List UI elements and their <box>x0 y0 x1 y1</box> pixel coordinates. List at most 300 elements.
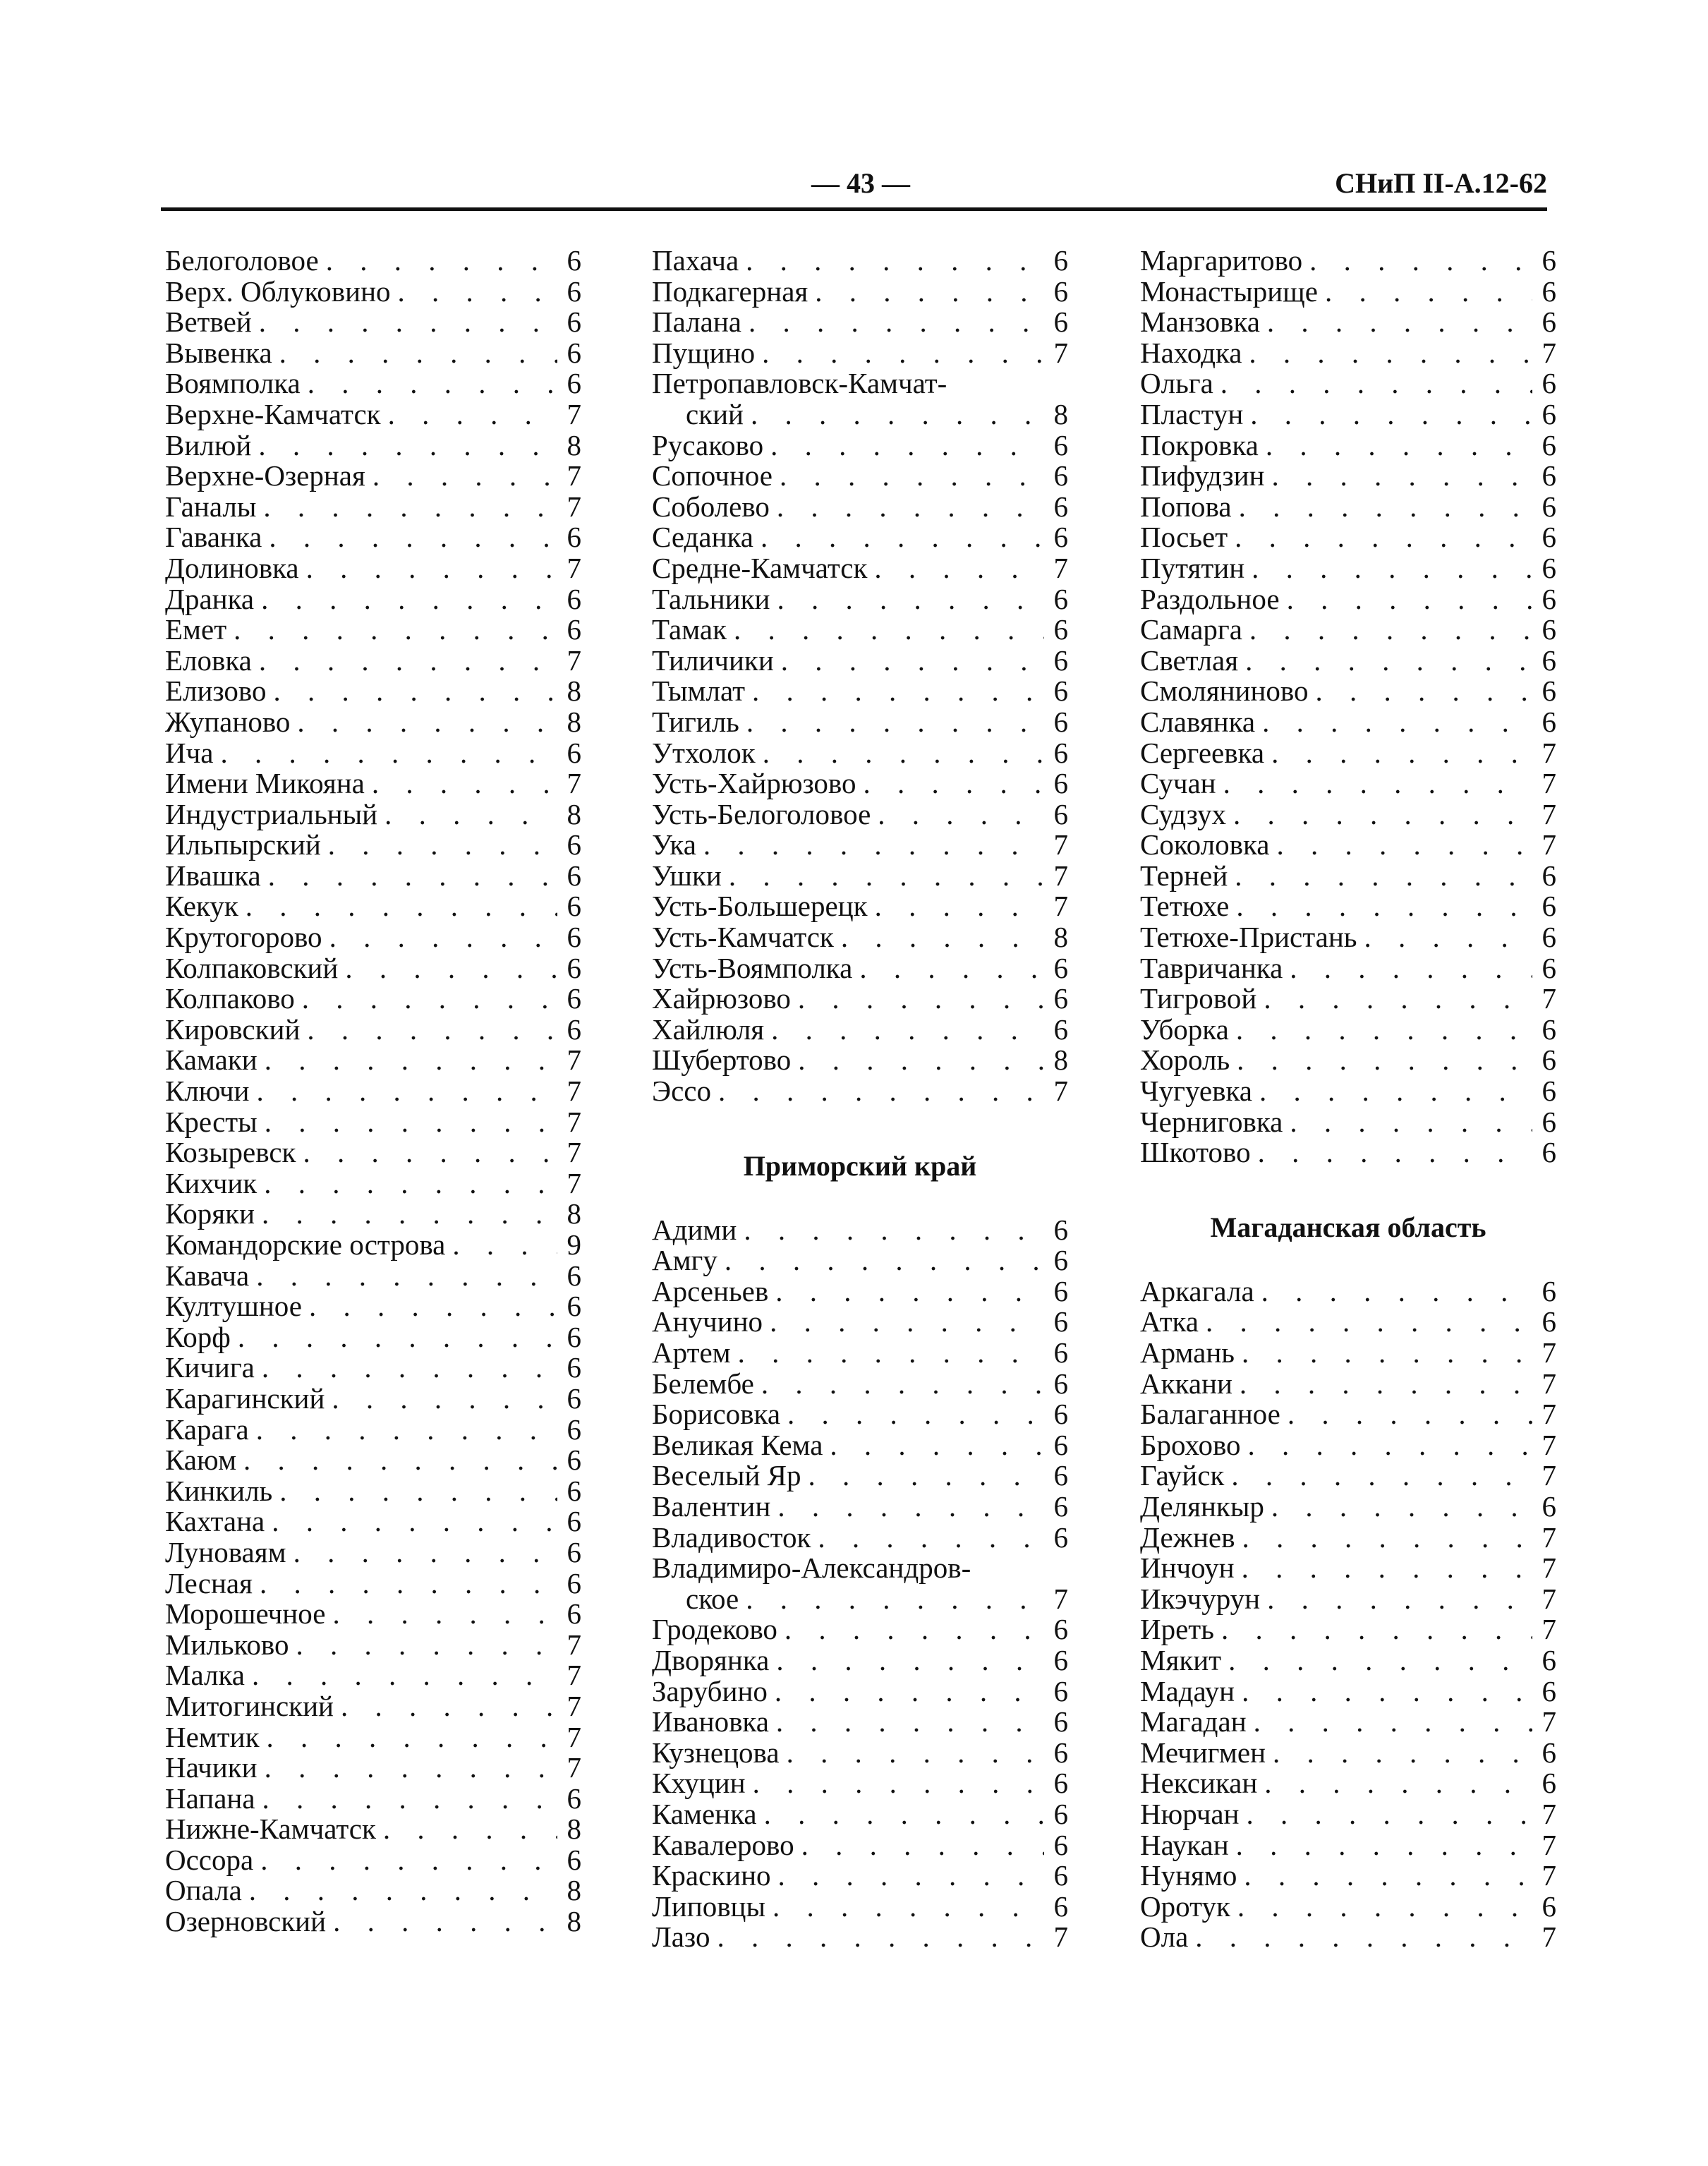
entry-value: 6 <box>1053 1736 1068 1769</box>
leader-dots <box>1264 738 1532 769</box>
leader-dots <box>780 1738 1044 1769</box>
entry-value: 7 <box>1542 1336 1556 1369</box>
entry-name: Смоляниново <box>1140 674 1309 708</box>
entry-name: Вилюй <box>165 428 252 461</box>
leader-dots <box>266 676 557 707</box>
leader-dots <box>365 461 557 492</box>
entry-value: 7 <box>567 1075 581 1108</box>
entry-value: 8 <box>567 797 581 830</box>
leader-dots <box>1235 1553 1532 1584</box>
entry-row <box>165 1412 581 1446</box>
entry-name: Инчоун <box>1140 1551 1235 1585</box>
entry-value: 6 <box>1542 1489 1556 1523</box>
leader-dots <box>1251 1137 1532 1168</box>
leader-dots <box>1230 1892 1532 1923</box>
leader-dots <box>1254 1276 1532 1307</box>
entry-row <box>1140 891 1556 922</box>
entry-name: Раздольное <box>1140 582 1280 615</box>
entry-value: 6 <box>1053 736 1068 769</box>
leader-dots <box>739 707 1044 738</box>
leader-dots <box>1214 1614 1532 1645</box>
entry-name: Пахача <box>652 244 739 277</box>
leader-dots <box>376 1814 557 1845</box>
entry-row <box>652 953 1068 984</box>
leader-dots <box>746 1768 1044 1799</box>
entry-name: Пластун <box>1140 397 1244 430</box>
entry-name: Амгу <box>652 1244 717 1277</box>
entry-value: 6 <box>567 1351 581 1384</box>
entry-value: 6 <box>1053 1305 1068 1338</box>
leader-dots <box>1229 1830 1532 1861</box>
leader-dots <box>255 1353 557 1384</box>
leader-dots <box>823 1430 1044 1461</box>
entry-name: Оротук <box>1140 1889 1230 1923</box>
entry-value: 7 <box>1542 736 1556 769</box>
entry-row <box>652 1245 1068 1276</box>
entry-row <box>652 1520 1068 1554</box>
entry-value: 6 <box>1053 1643 1068 1676</box>
leader-dots <box>299 553 557 584</box>
entry-row <box>1140 492 1556 523</box>
entry-name: Валентин <box>652 1489 771 1523</box>
entry-value: 8 <box>567 705 581 738</box>
leader-dots <box>325 1599 557 1630</box>
entry-row <box>1140 643 1556 677</box>
entry-row <box>652 615 1068 646</box>
entry-name: Тамак <box>652 613 727 646</box>
leader-dots <box>1255 707 1532 738</box>
entry-name: Седанка <box>652 521 754 554</box>
entry-value: 6 <box>1542 951 1556 984</box>
entry-value: 7 <box>567 1105 581 1138</box>
entry-name: Камаки <box>165 1043 258 1077</box>
entry-value: 7 <box>1053 551 1068 584</box>
entry-row <box>652 246 1068 277</box>
entry-name: Индустриальный <box>165 797 378 830</box>
column-3 <box>1140 246 1556 1953</box>
leader-dots <box>773 461 1044 492</box>
entry-row <box>165 1906 581 1937</box>
entry-name: Армань <box>1140 1336 1235 1369</box>
entry-name: Колпаковский <box>165 951 339 984</box>
entry-row <box>165 1322 581 1353</box>
entry-name: Владивосток <box>652 1520 811 1554</box>
leader-dots <box>744 399 1044 430</box>
leader-dots <box>300 1015 557 1046</box>
leader-dots <box>272 1476 557 1507</box>
entry-row <box>165 861 581 892</box>
entry-name: Анучино <box>652 1305 763 1338</box>
entry-row <box>165 1076 581 1107</box>
entry-row <box>652 1276 1068 1307</box>
entry-row <box>652 461 1068 492</box>
entry-name: Борисовка <box>652 1398 781 1431</box>
entry-name: Средне-Камчатск <box>652 551 868 584</box>
entry-value: 6 <box>567 1290 581 1323</box>
entry-row <box>1140 461 1556 492</box>
entry-value: 6 <box>1542 643 1556 677</box>
entry-row <box>652 1215 1068 1246</box>
entry-value: 7 <box>567 1166 581 1199</box>
entry-row <box>652 1584 1068 1615</box>
entry-row <box>652 707 1068 738</box>
entry-row <box>165 307 581 338</box>
entry-row <box>652 768 1068 799</box>
leader-dots <box>717 1245 1044 1276</box>
leader-dots <box>1224 1460 1532 1492</box>
entry-row <box>652 492 1068 523</box>
leader-dots <box>1283 1107 1532 1138</box>
entry-name: Жупаново <box>165 705 291 738</box>
entry-value: 6 <box>1542 244 1556 277</box>
entry-row <box>652 1369 1068 1400</box>
entry-row <box>1140 1799 1556 1830</box>
entry-row <box>652 1460 1068 1492</box>
leader-dots <box>741 307 1044 338</box>
entry-value: 9 <box>567 1228 581 1261</box>
entry-value: 6 <box>1053 1367 1068 1400</box>
entry-value: 6 <box>1053 1767 1068 1800</box>
leader-dots <box>756 738 1044 769</box>
leader-dots <box>1216 768 1532 799</box>
entry-name: Тетюхе-Пристань <box>1140 921 1357 954</box>
entry-name: Черниговка <box>1140 1105 1283 1138</box>
entry-row <box>652 830 1068 861</box>
entry-name: Тымлат <box>652 674 746 708</box>
leader-dots <box>1199 1307 1532 1338</box>
leader-dots <box>1264 461 1532 492</box>
entry-name: Дворянка <box>652 1643 770 1676</box>
leader-dots <box>334 1691 557 1722</box>
leader-dots <box>711 1076 1044 1107</box>
entry-value: 8 <box>567 1813 581 1846</box>
entry-row <box>1140 584 1556 615</box>
entry-row <box>165 1107 581 1138</box>
entry-value: 7 <box>1542 828 1556 861</box>
entry-name: Покровка <box>1140 428 1259 461</box>
leader-dots <box>302 1291 557 1322</box>
entry-name: Кресты <box>165 1105 258 1138</box>
entry-row <box>1140 1307 1556 1338</box>
entry-name: Наукан <box>1140 1828 1229 1861</box>
entry-name: Тавричанка <box>1140 951 1283 984</box>
entry-name: Судзух <box>1140 797 1226 830</box>
entry-name: Веселый Яр <box>652 1459 801 1492</box>
entry-row <box>1140 1768 1556 1799</box>
leader-dots <box>764 1015 1044 1046</box>
leader-dots <box>236 1445 557 1476</box>
entry-value: 6 <box>1053 1244 1068 1277</box>
leader-dots <box>696 830 1044 861</box>
entry-value: 6 <box>1053 643 1068 677</box>
entry-row <box>1140 1430 1556 1461</box>
entry-row <box>652 1076 1068 1107</box>
entry-name: Дранка <box>165 582 255 615</box>
entry-name: Ола <box>1140 1920 1189 1954</box>
entry-row <box>1140 1399 1556 1430</box>
entry-value: 8 <box>1053 1043 1068 1077</box>
entry-value: 6 <box>1053 1336 1068 1369</box>
entry-name: Кировский <box>165 1012 301 1046</box>
entry-name: Терней <box>1140 859 1228 892</box>
leader-dots <box>1235 1338 1532 1369</box>
leader-dots <box>1235 1676 1532 1707</box>
entry-row <box>1140 1889 1556 1923</box>
entry-value: 6 <box>1053 1012 1068 1046</box>
entry-value: 6 <box>1053 1613 1068 1646</box>
entry-name: Соболево <box>652 490 770 523</box>
entry-row <box>652 1861 1068 1892</box>
leader-dots <box>1241 1430 1532 1461</box>
entry-row <box>652 643 1068 677</box>
entry-value: 7 <box>567 767 581 800</box>
entry-row <box>652 1922 1068 1953</box>
entry-value: 6 <box>1542 921 1556 954</box>
entry-value: 6 <box>567 305 581 339</box>
leader-dots <box>765 1892 1044 1923</box>
entry-value: 7 <box>1053 1582 1068 1615</box>
entry-value: 6 <box>1542 1767 1556 1800</box>
entry-value: 6 <box>1542 1012 1556 1046</box>
entry-name: Арсеньев <box>652 1274 769 1307</box>
leader-dots <box>867 553 1044 584</box>
entry-name: Магадан <box>1140 1705 1247 1738</box>
entry-row <box>652 1614 1068 1645</box>
entry-name: Морошечное <box>165 1597 326 1630</box>
leader-dots <box>739 1584 1044 1615</box>
leader-dots <box>290 707 557 738</box>
leader-dots <box>757 1799 1044 1830</box>
entry-value: 7 <box>567 643 581 677</box>
entry-name: Белоголовое <box>165 244 319 277</box>
entry-row <box>165 1230 581 1261</box>
entry-value: 7 <box>1542 1428 1556 1461</box>
leader-dots <box>249 1415 557 1446</box>
entry-row <box>1140 1489 1556 1523</box>
entry-name: Мильково <box>165 1628 289 1661</box>
entry-name: Хороль <box>1140 1043 1230 1077</box>
leader-dots <box>1318 277 1532 308</box>
entry-value: 7 <box>1542 767 1556 800</box>
leader-dots <box>1228 861 1532 892</box>
entry-value: 7 <box>1053 890 1068 923</box>
entry-name: Путятин <box>1140 551 1245 584</box>
entry-value: 6 <box>567 1320 581 1353</box>
entry-name: Озерновский <box>165 1905 327 1938</box>
leader-dots <box>252 646 557 677</box>
leader-dots <box>771 1861 1044 1892</box>
settlement-list <box>165 246 581 1937</box>
leader-dots <box>774 646 1044 677</box>
entry-value: 6 <box>1542 1736 1556 1769</box>
entry-row <box>1140 1076 1556 1107</box>
leader-dots <box>811 1523 1044 1554</box>
leader-dots <box>321 830 557 861</box>
entry-name: Кхуцин <box>652 1767 746 1800</box>
entry-value: 6 <box>1542 1043 1556 1077</box>
entry-value: 6 <box>1053 1889 1068 1923</box>
leader-dots <box>238 891 557 922</box>
leader-dots <box>1213 368 1532 399</box>
leader-dots <box>213 738 557 769</box>
entry-name: Усть-Хайрюзово <box>652 767 856 800</box>
leader-dots <box>295 984 557 1015</box>
leader-dots <box>1242 338 1532 369</box>
entry-name: Хайлюля <box>652 1012 765 1046</box>
leader-dots <box>289 1630 557 1661</box>
leader-dots <box>770 584 1044 615</box>
entry-name: Балаганное <box>1140 1398 1280 1431</box>
entry-row <box>165 1045 581 1076</box>
entry-row <box>652 1799 1068 1830</box>
leader-dots <box>745 676 1044 707</box>
entry-value: 7 <box>1542 1613 1556 1646</box>
leader-dots <box>1226 799 1532 830</box>
entry-value: 6 <box>567 1412 581 1446</box>
entry-value: 7 <box>567 1751 581 1784</box>
leader-dots <box>856 768 1044 799</box>
entry-value: 6 <box>1053 582 1068 615</box>
entry-name: Кихчик <box>165 1166 258 1199</box>
entry-name: Сучан <box>1140 767 1216 800</box>
entry-name: Долиновка <box>165 551 299 584</box>
leader-dots <box>1302 246 1532 277</box>
entry-value: 8 <box>1053 921 1068 954</box>
entry-name: Усть-Большерецк <box>652 890 868 923</box>
entry-name: Хайрюзово <box>652 982 791 1015</box>
entry-value: 6 <box>567 1474 581 1507</box>
wrapped-entry <box>652 1553 1068 1614</box>
entry-row <box>165 922 581 953</box>
settlement-list <box>652 246 1068 368</box>
leader-dots <box>770 492 1044 523</box>
entry-name: Великая Кема <box>652 1428 823 1461</box>
entry-row <box>165 891 581 922</box>
entry-row <box>652 799 1068 830</box>
entry-row <box>165 643 581 677</box>
entry-row <box>1140 1276 1556 1307</box>
entry-name: Пущино <box>652 336 756 369</box>
leader-dots <box>1229 891 1532 922</box>
entry-row <box>165 830 581 861</box>
entry-name: Колпаково <box>165 982 295 1015</box>
entry-row <box>165 584 581 615</box>
entry-value: 6 <box>1053 274 1068 308</box>
entry-value: 6 <box>1053 428 1068 461</box>
entry-row <box>652 1889 1068 1923</box>
entry-row <box>1140 799 1556 830</box>
entry-value: 6 <box>1053 767 1068 800</box>
leader-dots <box>258 1045 557 1076</box>
leader-dots <box>768 1276 1044 1307</box>
page-number: — 43 — <box>811 167 910 199</box>
entry-name: Мечигмен <box>1140 1736 1266 1769</box>
entry-value: 6 <box>1053 490 1068 523</box>
entry-value: 6 <box>1542 1105 1556 1138</box>
entry-name: Карагинский <box>165 1381 325 1415</box>
entry-name: Верхне-Камчатск <box>165 397 381 430</box>
entry-value: 6 <box>1053 1520 1068 1554</box>
entry-name: Адими <box>652 1213 737 1246</box>
entry-value: 7 <box>1542 1398 1556 1431</box>
entry-name: Ивашка <box>165 859 261 892</box>
entry-value: 7 <box>1542 797 1556 830</box>
entry-value: 6 <box>1542 459 1556 492</box>
entry-row <box>1140 274 1556 308</box>
entry-row <box>1140 676 1556 707</box>
entry-value: 6 <box>1542 674 1556 708</box>
entry-value: 7 <box>1542 1551 1556 1585</box>
leader-dots <box>251 430 557 461</box>
entry-row <box>1140 368 1556 399</box>
entry-row <box>165 1199 581 1230</box>
leader-dots <box>1259 430 1532 461</box>
leader-dots <box>1252 1076 1532 1107</box>
entry-value: 7 <box>567 1720 581 1753</box>
entry-value: 6 <box>1053 982 1068 1015</box>
settlement-list <box>652 1614 1068 1953</box>
entry-value: 6 <box>1053 674 1068 708</box>
entry-name: Митогинский <box>165 1689 334 1722</box>
entry-row <box>165 1168 581 1199</box>
entry-row <box>165 1506 581 1537</box>
entry-value: 7 <box>1542 1828 1556 1861</box>
entry-value: 6 <box>567 736 581 769</box>
entry-name: Кахтана <box>165 1505 265 1538</box>
entry-value: 7 <box>567 1628 581 1661</box>
entry-row <box>165 338 581 369</box>
leader-dots <box>1228 522 1532 553</box>
leader-dots <box>1283 953 1532 984</box>
leader-dots <box>242 1875 557 1906</box>
leader-dots <box>1357 922 1532 953</box>
entry-name: Усть-Воямполка <box>652 951 853 984</box>
entry-row <box>165 1875 581 1906</box>
entry-name: Ветвей <box>165 305 252 339</box>
entry-name: Култушное <box>165 1290 303 1323</box>
entry-value: 6 <box>1053 1213 1068 1246</box>
leader-dots <box>763 430 1044 461</box>
entry-value: 6 <box>1053 1274 1068 1307</box>
entry-value: 7 <box>1542 1459 1556 1492</box>
leader-dots <box>261 861 557 892</box>
entry-row <box>165 1353 581 1384</box>
entry-row <box>652 307 1068 338</box>
entry-value: 6 <box>1542 490 1556 523</box>
entry-row <box>1140 1520 1556 1554</box>
entry-row <box>1140 953 1556 984</box>
leader-dots <box>252 307 557 338</box>
leader-dots <box>255 1784 557 1815</box>
entry-name: Каменка <box>652 1797 757 1830</box>
entry-row <box>1140 1553 1556 1584</box>
entry-row <box>652 584 1068 615</box>
entry-value: 6 <box>1542 1136 1556 1169</box>
entry-value: 7 <box>1542 1520 1556 1554</box>
entry-name: Икэчурун <box>1140 1582 1261 1615</box>
entry-value: 8 <box>567 674 581 708</box>
leader-dots <box>1239 1799 1532 1830</box>
entry-name: Тигровой <box>1140 982 1257 1015</box>
entry-name: Ганалы <box>165 490 257 523</box>
entry-name: Монастырище <box>1140 274 1318 308</box>
entry-row <box>1140 1645 1556 1676</box>
entry-row <box>1140 553 1556 584</box>
entry-row <box>1140 1861 1556 1892</box>
entry-row <box>1140 307 1556 338</box>
entry-value: 6 <box>1053 705 1068 738</box>
entry-value: 6 <box>1542 305 1556 339</box>
